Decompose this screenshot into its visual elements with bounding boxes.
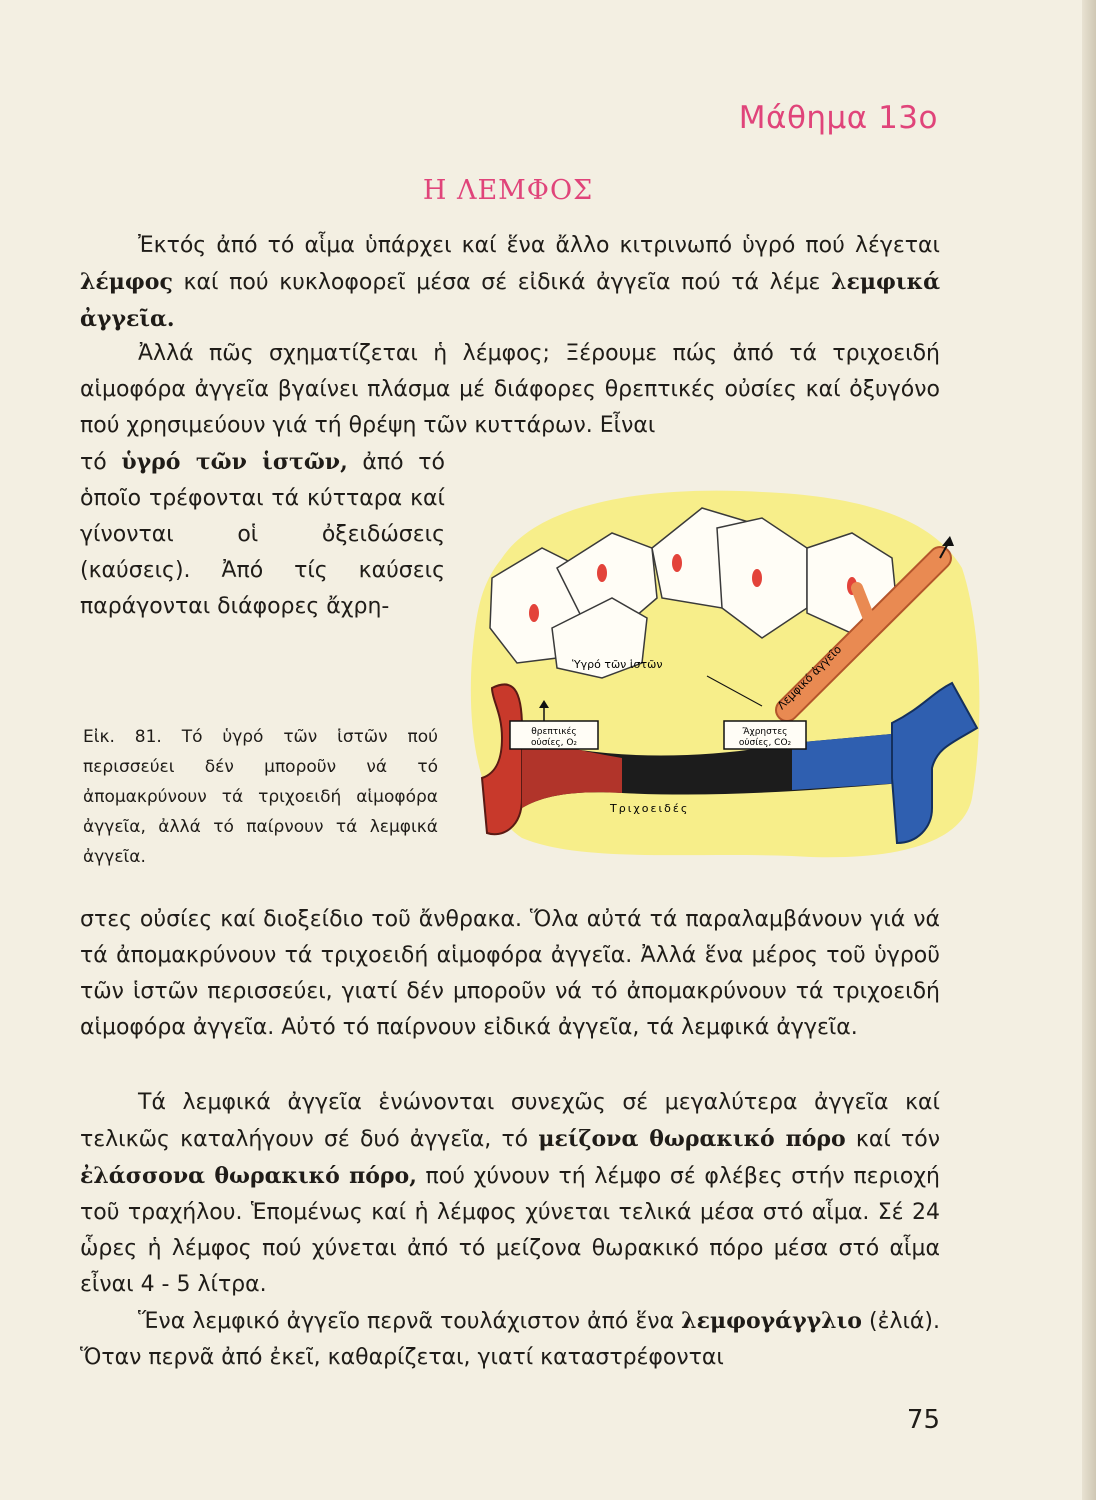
box-waste-line1: Ἄχρηστες — [742, 727, 788, 737]
page-number: 75 — [906, 1405, 940, 1435]
paragraph-waste: στες οὐσίες καί διοξείδιο τοῦ ἄνθρακα. Ὅλα αὐτά τά παραλαμβάνουν γιά νά τά ἀπομακρύνουν τά τριχοειδή αἱμοφόρα ἀγγεῖα. Ἀλλά ἕνα μέρος τοῦ ὑγροῦ τῶν ἱστῶν περισσεύει, γιατί δέν μποροῦν νά τό ἀπομακρύνουν τά τριχοειδή αἱμοφόρα ἀγγεῖα. Αὐτό τό παίρνουν εἰδικά ἀγγεῖα, τά λεμφικά ἀγγεῖα. — [80, 907, 940, 1040]
label-capillaries: Τριχοειδές — [610, 802, 690, 815]
nucleus — [529, 604, 539, 622]
lymph-diagram — [462, 478, 982, 863]
paragraph-thoracic-ducts: Τά λεμφικά ἀγγεῖα ἑνώνονται συνεχῶς σέ μεγαλύτερα ἀγγεῖα καί τελικῶς καταλήγουν σέ δυό ἀγγεῖα, τό μείζονα θωρακικό πόρο καί τόν ἐλάσσονα θωρακικό πόρο, πού χύνουν τή λέμφο σέ φλέβες στήν περιοχή τοῦ τραχήλου. Ἑπομένως καί ἡ λέμφος χύνεται τελικά μέσα στό αἷμα. Σέ 24 ὧρες ἡ λέμφος πού χύνεται ἀπό τό μείζονα θωρακικό πόρο μέσα στό αἷμα εἶναι 4 - 5 λίτρα. — [80, 1090, 941, 1297]
figure-caption: Εἰκ. 81. Τό ὑγρό τῶν ἱστῶν πού περισσεύει δέν μποροῦν νά τό ἀπομακρύνουν τά τριχοειδή αἱμοφόρα ἀγγεῖα, ἀλλά τό παίρνουν τά λεμφικά ἀγγεῖα. — [83, 727, 438, 867]
paragraph-lymph-node: Ἕνα λεμφικό ἀγγεῖο περνᾶ τουλάχιστον ἀπό ἕνα λεμφογάγγλιο (ἐλιά). Ὅταν περνᾶ ἀπό ἐκεῖ, καθαρίζεται, γιατί καταστρέφονται — [80, 1308, 940, 1370]
nucleus — [752, 569, 762, 587]
paragraph-tissue-fluid: τό ὑγρό τῶν ἱστῶν, ἀπό τό ὁποῖο τρέφονται τά κύτταρα καί γίνονται οἱ ὀξειδώσεις (καύσεις). Ἀπό τίς καύσεις παράγονται διάφορες ἄχρη- — [80, 449, 446, 619]
label-tissue-fluid: Ὑγρό τῶν ἱστῶν — [572, 658, 663, 671]
lesson-number: Μάθημα 13ο — [738, 100, 938, 136]
term-tissue-fluid: ὑγρό τῶν ἱστῶν, — [121, 449, 348, 475]
term-lymph-node: λεμφογάγγλιο — [681, 1308, 862, 1334]
term-minor-duct: ἐλάσσονα θωρακικό πόρο, — [80, 1163, 417, 1189]
term-major-duct: μείζονα θωρακικό πόρο — [538, 1126, 846, 1152]
box-nutrients-line2: οὐσίες, O₂ — [530, 738, 578, 748]
nucleus — [672, 554, 682, 572]
box-waste — [724, 721, 806, 749]
nucleus — [597, 564, 607, 582]
chapter-title: Η ΛΕΜΦΟΣ — [422, 175, 594, 206]
page-binding-edge — [1082, 0, 1096, 1500]
box-nutrients-line1: θρεπτικές — [531, 727, 577, 737]
paragraph-intro: Ἐκτός ἀπό τό αἷμα ὑπάρχει καί ἕνα ἄλλο κιτρινωπό ὑγρό πού λέγεται λέμφος καί πού κυκλοφορεῖ μέσα σέ εἰδικά ἀγγεῖα πού τά λέμε λεμφικά ἀγγεῖα. — [80, 233, 940, 332]
paragraph-formation: Ἀλλά πῶς σχηματίζεται ἡ λέμφος; Ξέρουμε πώς ἀπό τά τριχοειδή αἱμοφόρα ἀγγεῖα βγαίνει πλάσμα μέ διάφορες θρεπτικές οὐσίες καί ὀξυγόνο πού χρησιμεύουν γιά τή θρέψη τῶν κυττάρων. Εἶναι — [80, 341, 940, 438]
label-lymph-vessel: Λεμφικό ἀγγεῖο — [774, 642, 845, 713]
box-waste-line2: οὐσίες, CO₂ — [738, 738, 792, 748]
term-lymph: λέμφος — [80, 269, 173, 295]
arrow-icon — [942, 536, 954, 546]
term-lymph-vessels: λεμφικά ἀγγεῖα. — [80, 269, 940, 332]
